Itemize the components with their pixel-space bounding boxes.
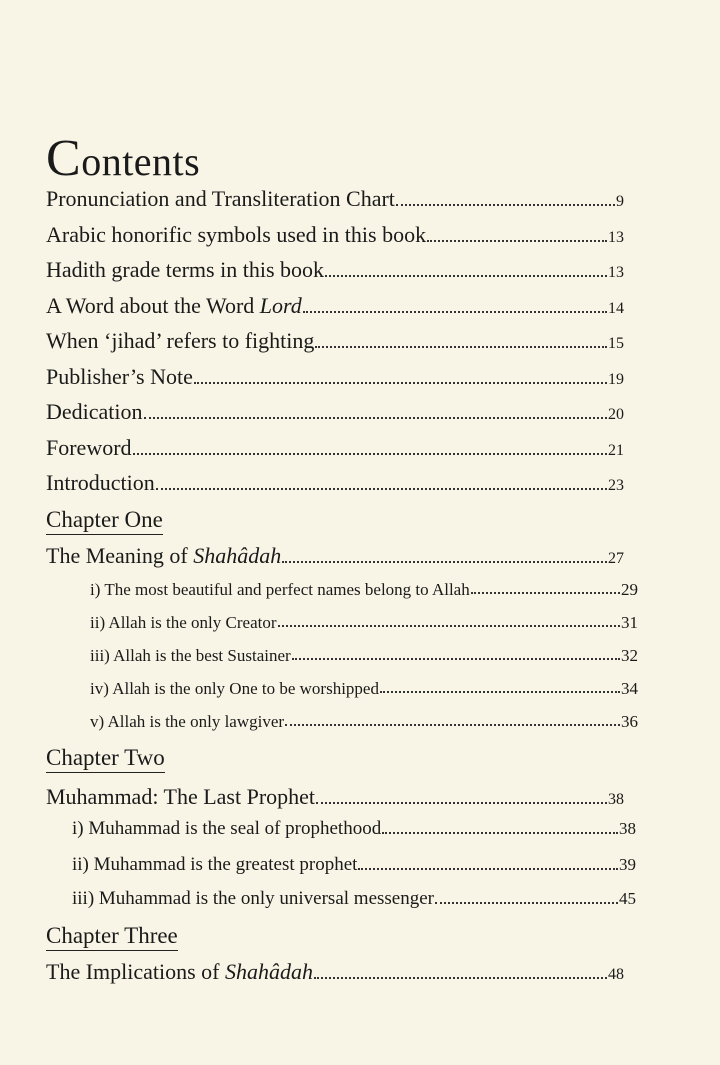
toc-entry[interactable]: Hadith grade terms in this book 13 [46,257,624,282]
toc-entry-chapter-three[interactable]: The Implications of Shahâdah 48 [46,959,624,984]
toc-subentry[interactable]: ii) Allah is the only Creator 31 [90,613,638,632]
toc-entry-chapter-two[interactable]: Muhammad: The Last Prophet 38 [46,784,624,809]
toc-entry-chapter-one[interactable]: The Meaning of Shahâdah 27 [46,543,624,568]
toc-subentry[interactable]: v) Allah is the only lawgiver 36 [90,712,638,731]
chapter-two-heading: Chapter Two [46,745,165,773]
toc-entry[interactable]: Pronunciation and Transliteration Chart 9 [46,186,624,211]
page-title: Contents [46,129,201,187]
toc-subentry[interactable]: iii) Muhammad is the only universal messenger 45 [72,888,636,909]
chapter-one-heading: Chapter One [46,507,163,535]
toc-entry[interactable]: Arabic honorific symbols used in this book 13 [46,222,624,247]
toc-subentry[interactable]: ii) Muhammad is the greatest prophet 39 [72,854,636,875]
toc-subentry[interactable]: i) Muhammad is the seal of prophethood 38 [72,818,636,839]
toc-entry[interactable]: A Word about the Word Lord 14 [46,293,624,318]
toc-subentry[interactable]: i) The most beautiful and perfect names belong to Allah 29 [90,580,638,599]
chapter-three-heading: Chapter Three [46,923,178,951]
toc-entry[interactable]: Dedication 20 [46,399,624,424]
toc-entry[interactable]: Introduction 23 [46,470,624,495]
toc-subentry[interactable]: iv) Allah is the only One to be worshipped 34 [90,679,638,698]
toc-entry[interactable]: When ‘jihad’ refers to fighting 15 [46,328,624,353]
toc-subentry[interactable]: iii) Allah is the best Sustainer 32 [90,646,638,665]
toc-entry[interactable]: Publisher’s Note 19 [46,364,624,389]
toc-entry[interactable]: Foreword 21 [46,435,624,460]
